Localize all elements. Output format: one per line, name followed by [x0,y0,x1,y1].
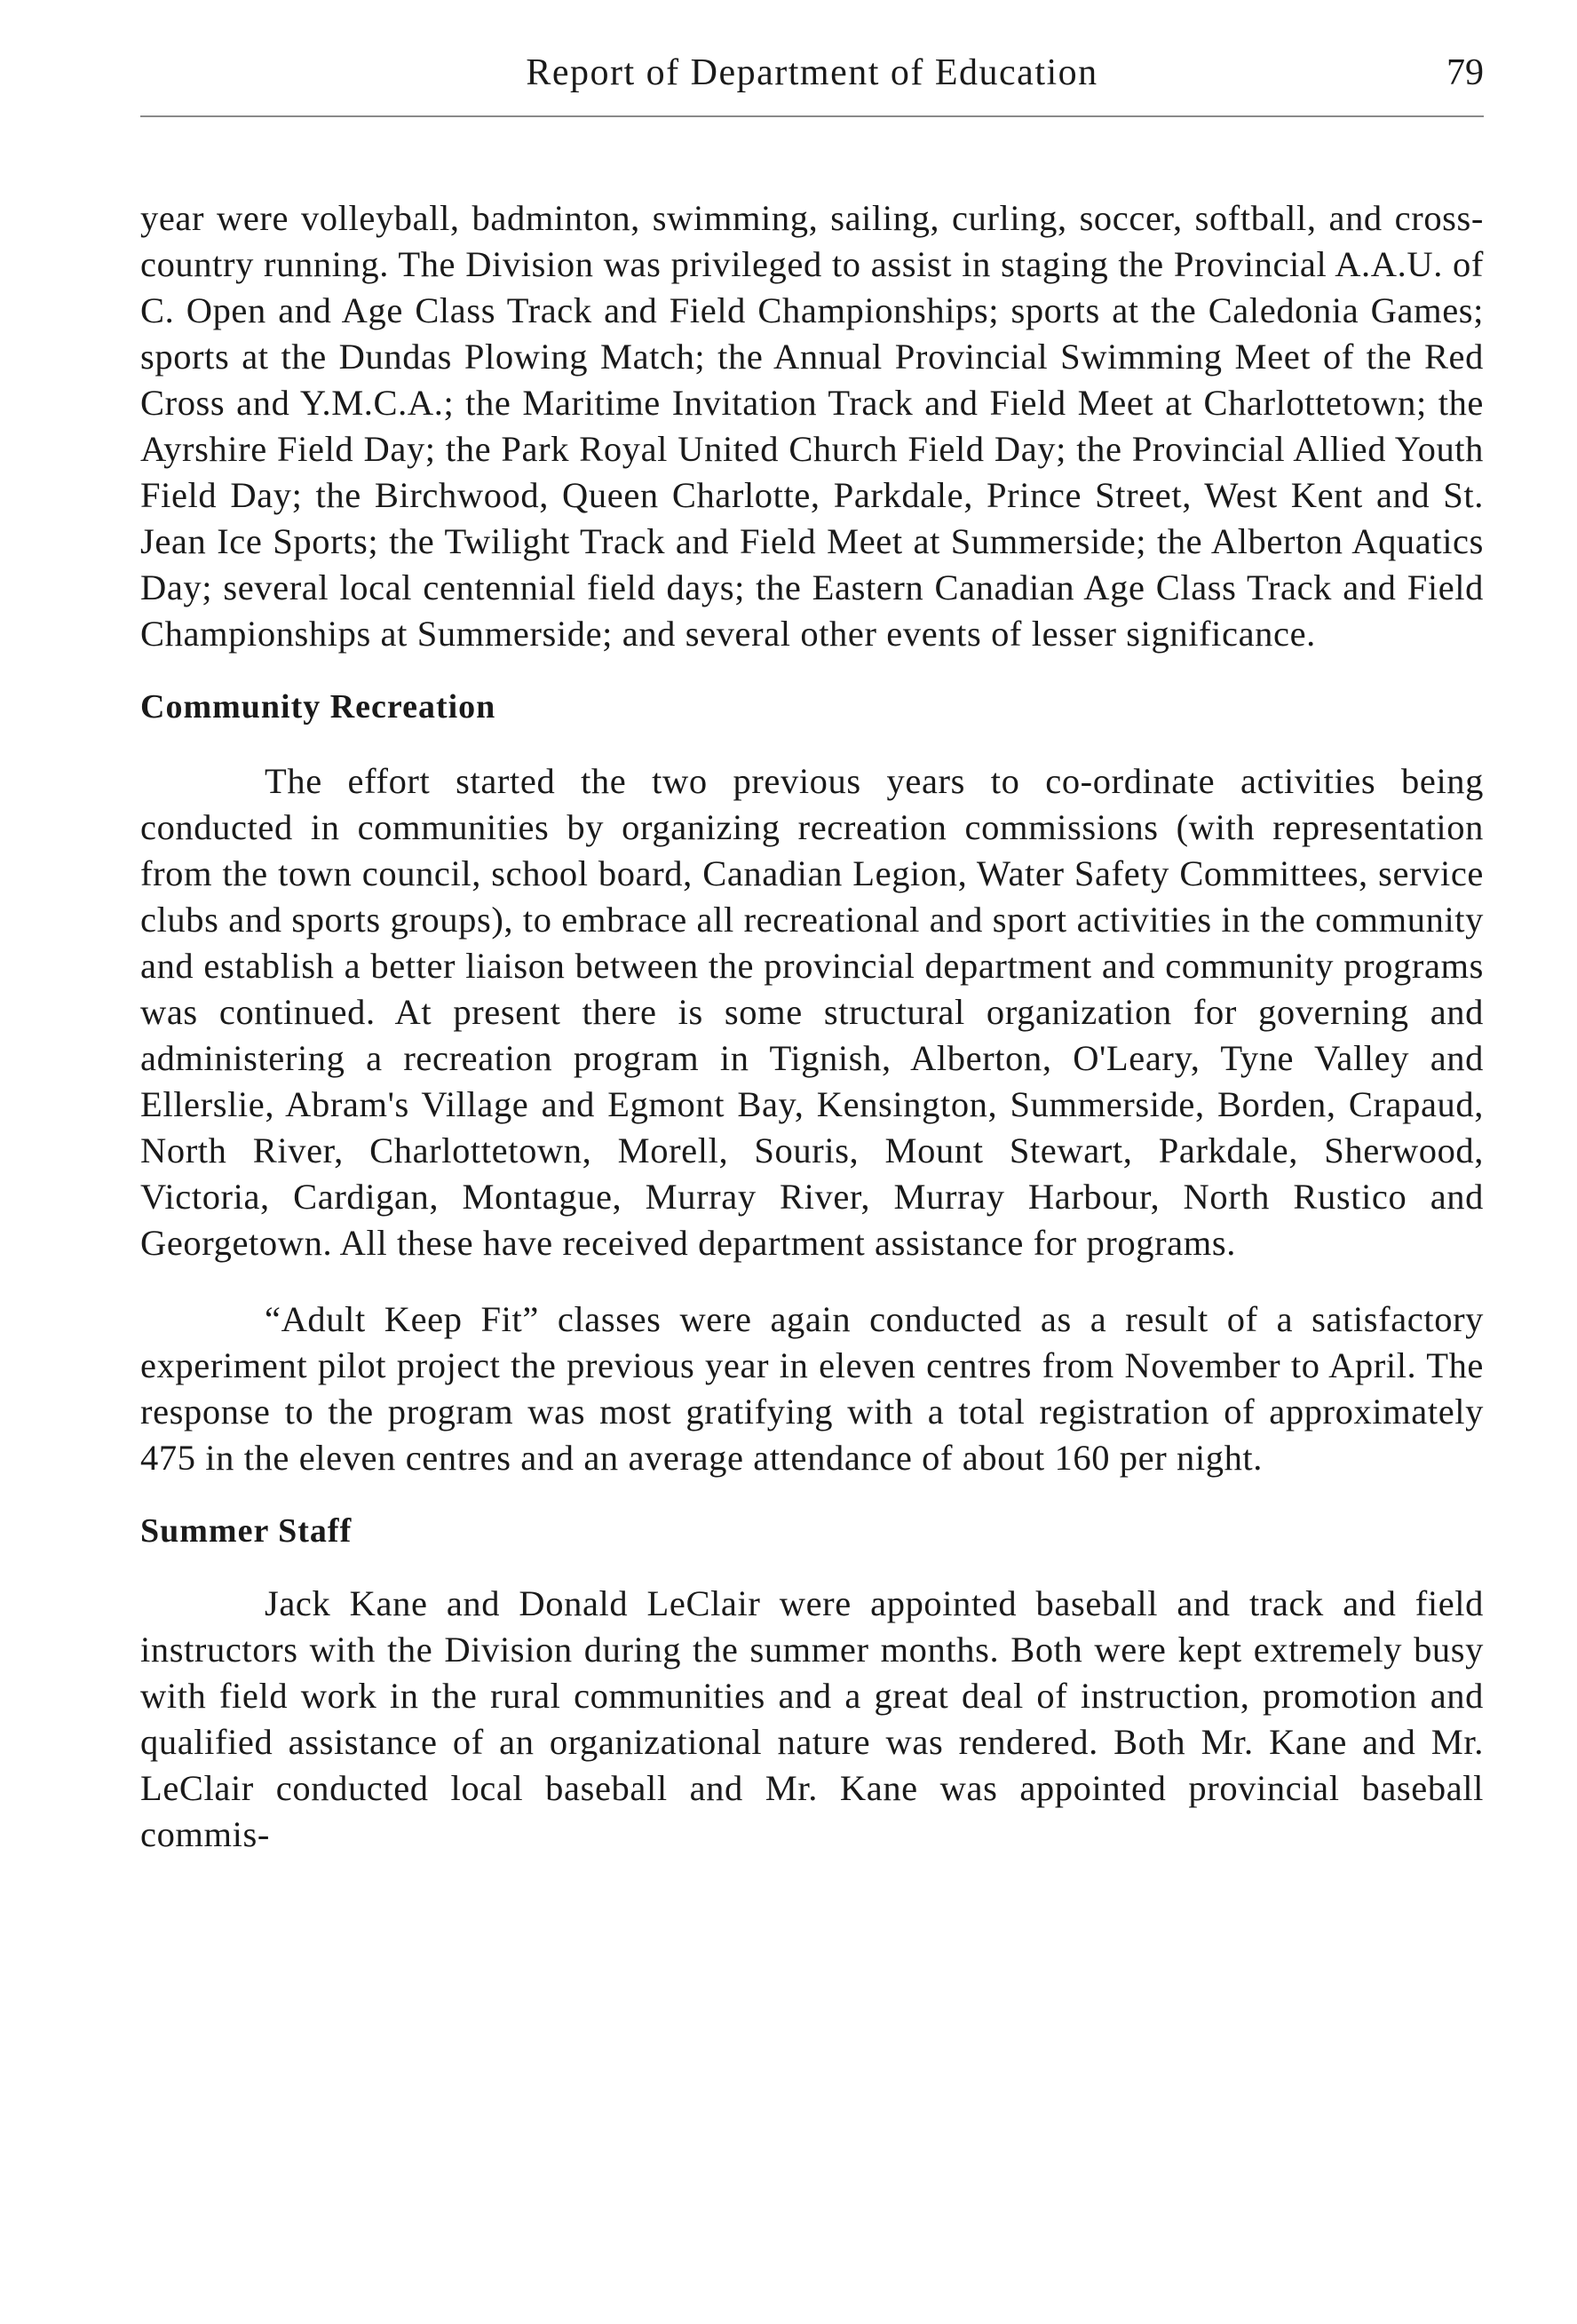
section-heading-summer-staff: Summer Staff [140,1512,353,1550]
page-number: 79 [1446,52,1484,93]
section-heading-community-recreation: Community Recreation [140,688,496,726]
paragraph-sports-events: year were volleyball, badminton, swimming, sailing, curling, soccer, softball, and cross-country running. The Division was privileged to assist in staging the Provincial A.A.U. of C. Open and Age Class Track and Field Championships; sports at the Caledonia Games; sports at the Dundas Plowing Match; the Annual Provincial Swimming Meet of the Red Cross and Y.M.C.A.; the Maritime Invitation Track and Field Meet at Charlottetown; the Ayrshire Field Day; the Park Royal United Church Field Day; the Provincial Allied Youth Field Day; the Birchwood, Queen Charlotte, Parkdale, Prince Street, West Kent and St. Jean Ice Sports; the Twilight Track and Field Meet at Summerside; the Alberton Aquatics Day; several local centennial field days; the Eastern Canadian Age Class Track and Field Championships at Summerside; and several other events of lesser significance. [140,198,1484,654]
paragraph-adult-keep-fit: “Adult Keep Fit” classes were again conducted as a result of a satisfactory experiment pilot project the previous year in eleven centres from November to April. The response to the program was most gratifying with a total registration of approximately 475 in the eleven centres and an average attendance of about 160 per night. [140,1299,1484,1478]
running-header-title: Report of Department of Education [526,52,1098,93]
paragraph-community-recreation: The effort started the two previous years to co-ordinate activities being conducted in communities by organizing recreation commissions (with representation from the town council, school board, Canadian Legion, Water Safety Committees, service clubs and sports groups), to embrace all recreational and sport activities in the community and establish a better liaison between the provincial department and community programs was continued. At present there is some structural organization for governing and administering a recreation program in Tignish, Alberton, O'Leary, Tyne Valley and Ellerslie, Abram's Village and Egmont Bay, Kensington, Summerside, Borden, Crapaud, North River, Charlottetown, Morell, Souris, Mount Stewart, Parkdale, Sherwood, Victoria, Cardigan, Montague, Murray River, Murray Harbour, North Rustico and Georgetown. All these have received department assistance for programs. [140,761,1484,1263]
running-header [140,43,1484,117]
document-page [140,43,1484,1858]
paragraph-summer-staff: Jack Kane and Donald LeClair were appointed baseball and track and field instructors with the Division during the summer months. Both were kept extremely busy with field work in the rural communities and a great deal of instruction, promotion and qualified assistance of an organizational nature was rendered. Both Mr. Kane and Mr. LeClair conducted local baseball and Mr. Kane was appointed provincial baseball commis- [140,1583,1484,1854]
